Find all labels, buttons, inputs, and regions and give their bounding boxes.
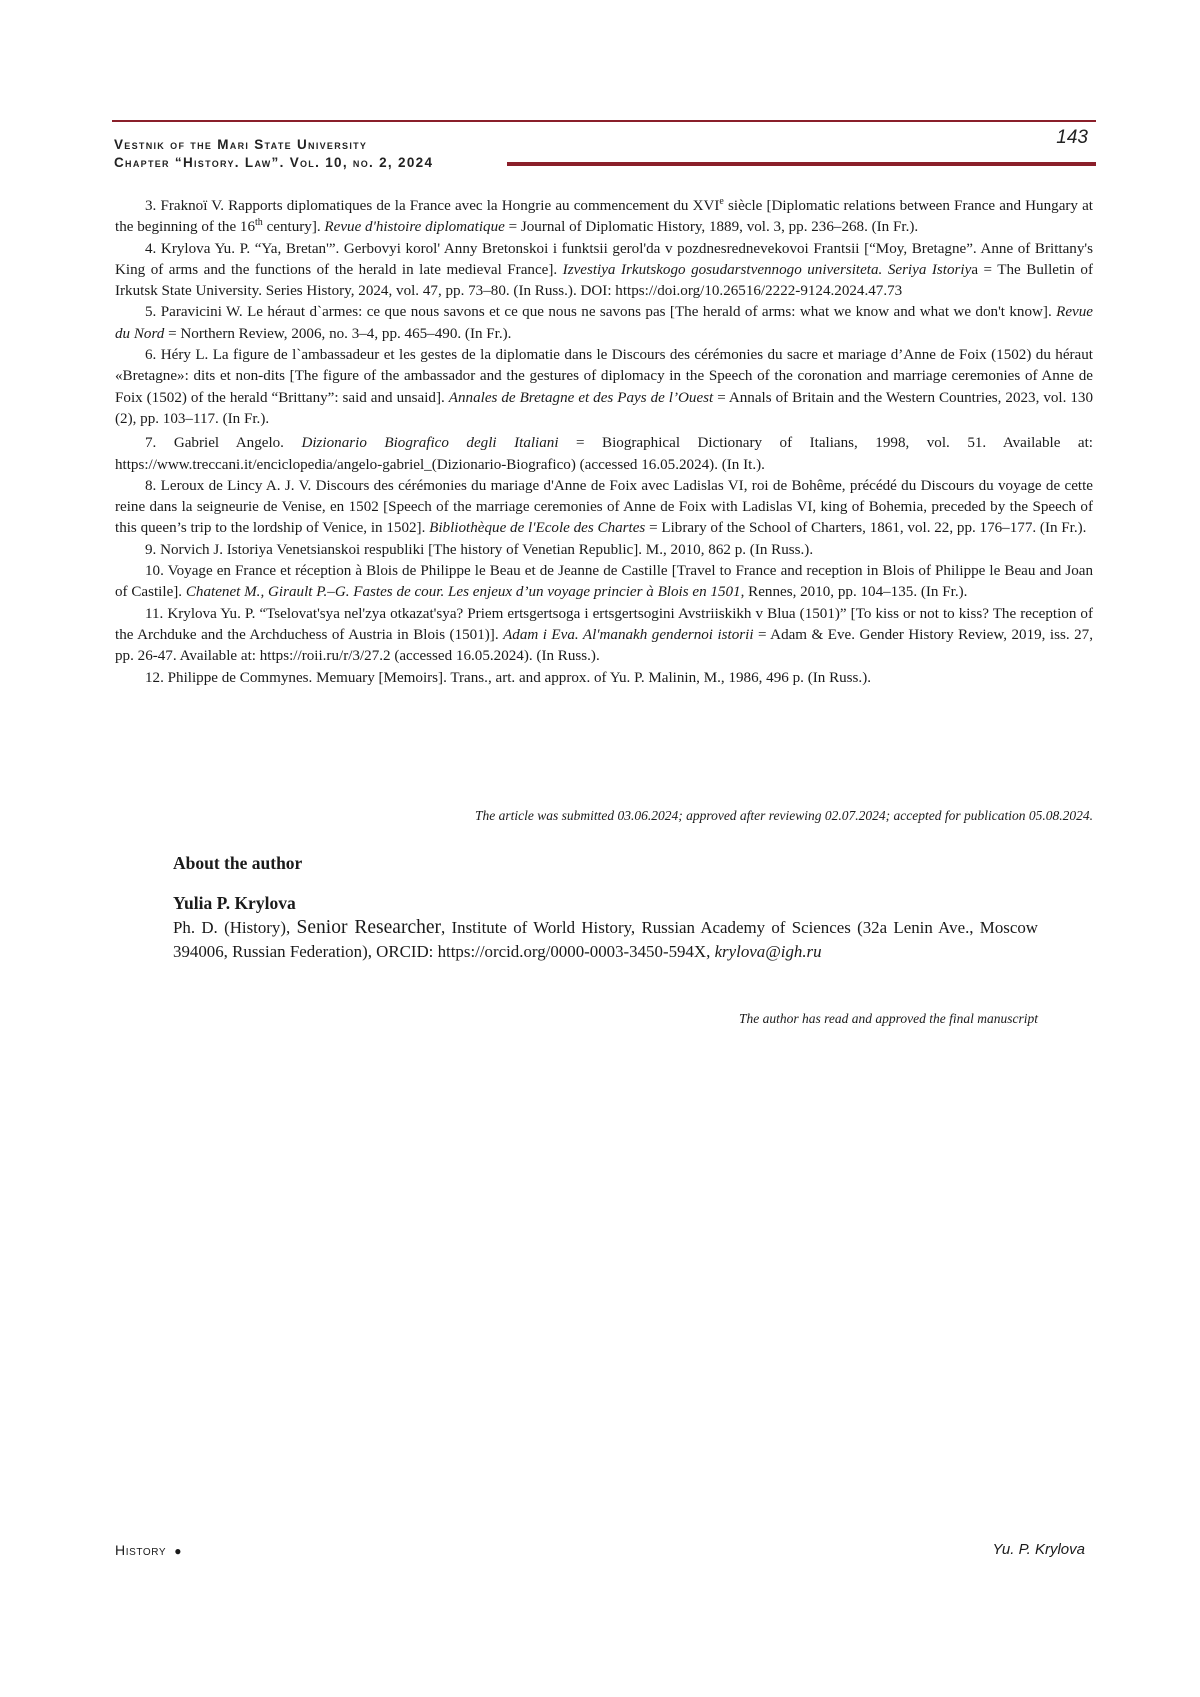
journal-title <box>114 136 433 172</box>
reference-text: = Northern Review, 2006, no. 3–4, pp. 465–490. (In Fr.). <box>164 325 512 342</box>
reference-item <box>115 239 1093 303</box>
reference-text: Paravicini W. Le héraut d`armes: ce que nous savons et ce que nous ne savons pas [The herald of arms: what we know and what we don't know]. <box>156 304 1057 321</box>
references-list <box>115 196 1093 689</box>
bullet-icon: ● <box>174 1544 183 1558</box>
about-author-heading: About the author <box>173 853 303 873</box>
reference-text: , Rennes, 2010, pp. 104–135. (In Fr.). <box>740 584 968 601</box>
footer-section <box>115 1542 182 1558</box>
reference-text: = Library of the School of Charters, 1861, vol. 22, pp. 176–177. (In Fr.). <box>645 520 1087 537</box>
reference-text: = Annals of Britain and the Western Countries, 2023, vol. 130 (2), pp. 103–117. (In Fr.). <box>115 389 1094 427</box>
reference-text: Krylova Yu. P. “Tselovat'sya nel'zya otkazat'sya? Priem ertsgertsoga i ertsgertsogini Avstriiskikh v Blua (1501)” [To kiss or not to kiss? The reception of the Archduke and the Archduchess of Austria in Blois (1501)]. <box>115 605 1093 643</box>
reference-number: 7. <box>145 435 157 452</box>
header-side-rule <box>507 162 1096 166</box>
reference-number: 4. <box>145 240 157 257</box>
reference-source-title: Bibliothèque de l'Ecole des Chartes <box>429 520 646 537</box>
author-email: krylova@igh.ru <box>714 942 822 962</box>
author-position: Senior Researcher <box>296 917 442 938</box>
author-affiliation: , Institute of World History, Russian Academy of Sciences (32a Lenin Ave., Moscow 394006, Russian Federation), ORCID: https://orcid.org/0000-0003-3450-594X, <box>173 918 1038 962</box>
reference-number: 11. <box>145 605 164 622</box>
journal-title-line2: Chapter “History. Law”. Vol. 10, no. 2, 2024 <box>114 155 434 170</box>
reference-text: = Journal of Diplomatic History, 1889, vol. 3, pp. 236–268. (In Fr.). <box>504 219 919 236</box>
reference-text: Leroux de Lincy A. J. V. Discours des cérémonies du mariage d'Anne de Foix avec Ladislas VI, roi de Bohême, précédé du Discours du voyage de cette reine dans la seigneurie de Venise, en 1502 [Speech of the marriage ceremonies of Anne de Foix with Ladislas VI, king of Bohemia, preceded by the Speech of this queen’s trip to the lordship of Venice, in 1502]. <box>115 477 1093 537</box>
reference-item <box>115 668 1093 689</box>
reference-text: Philippe de Commynes. Memuary [Memoirs]. Trans., art. and approx. of Yu. P. Malinin, M., 1986, 496 p. (In Russ.). <box>163 669 872 686</box>
footer-author: Yu. P. Krylova <box>992 1541 1085 1558</box>
page-number: 143 <box>1056 127 1088 148</box>
reference-item <box>115 540 1093 561</box>
reference-source-title: Dizionario Biografico degli Italiani <box>301 435 559 452</box>
running-header <box>112 118 1096 180</box>
author-degree: Ph. D. (History), <box>173 918 297 937</box>
reference-superscript: e <box>719 195 724 207</box>
reference-text: Norvich J. Istoriya Venetsianskoi respubliki [The history of Venetian Republic]. M., 2010, 862 p. (In Russ.). <box>156 541 814 558</box>
reference-number: 12. <box>145 669 164 686</box>
reference-number: 10. <box>145 563 164 580</box>
journal-title-line1: Vestnik of the Mari State University <box>114 137 368 152</box>
reference-text: century]. <box>262 219 325 236</box>
reference-source-title: Chatenet M., Girault P.–G. Fastes de cour. Les enjeux d’un voyage princier à Blois en 1501 <box>185 584 741 601</box>
reference-text: siècle [Diplomatic relations between France and Hungary at the beginning of the 16 <box>115 198 1093 236</box>
reference-source-title: Annales de Bretagne et des Pays de l’Ouest <box>448 389 714 406</box>
reference-text: a = The Bulletin of Irkutsk State University. Series History, 2024, vol. 47, pp. 73–80. (In Russ.). DOI: https://doi.org/10.26516/2222-9124.2024.47.73 <box>115 261 1093 300</box>
reference-source-title: Adam i Eva. Al'manakh gendernoi istorii <box>503 626 754 643</box>
reference-text: Krylova Yu. P. “Ya, Bretan'”. Gerbovyi korol' Anny Bretonskoi i funktsii gerol'da v pozdnesrednevekovoi Frantsii [“Moy, Bretagne”. Anne of Brittany's King of arms and the functions of the herald in late medieval France]. <box>115 240 1093 278</box>
reference-item <box>115 302 1093 345</box>
reference-number: 9. <box>145 541 157 558</box>
footer-section-label: History <box>115 1542 167 1558</box>
reference-number: 3. <box>145 198 157 214</box>
reference-superscript: th <box>255 217 263 229</box>
reference-text: Fraknoï V. Rapports diplomatiques de la France avec la Hongrie au commencement du XVI <box>156 198 720 214</box>
reference-item <box>115 196 1093 239</box>
author-info <box>173 916 1038 965</box>
reference-item <box>115 604 1093 668</box>
reference-item <box>115 345 1093 430</box>
reference-source-title: Revue du Nord <box>115 304 1093 342</box>
reference-text: = Adam & Eve. Gender History Review, 2019, iss. 27, pp. 26-47. Available at: https://roii.ru/r/3/27.2 (accessed 16.05.2024). (In Russ.). <box>115 626 1093 665</box>
reference-text: Héry L. La figure de l`ambassadeur et les gestes de la diplomatie dans le Discours des cérémonies du sacre et mariage d’Anne de Foix (1502) du héraut «Bretagne»: dits et non-dits [The figure of the ambassador and the gestures of diplomacy in the Speech of the coronation and marriage ceremonies of Anne de Foix (1502) of the herald “Brittany”: said and unsaid]. <box>115 347 1093 406</box>
reference-item <box>115 561 1093 604</box>
header-top-rule <box>112 120 1096 122</box>
reference-number: 8. <box>145 477 157 494</box>
reference-text: Gabriel Angelo. <box>156 435 302 452</box>
reference-item <box>115 476 1093 540</box>
reference-text: Voyage en France et réception à Blois de Philippe le Beau et de Jeanne de Castille [Travel to France and reception in Blois of Philippe le Beau and Joan of Castile]. <box>115 563 1093 601</box>
reference-source-title: Izvestiya Irkutskogo gosudarstvennogo universiteta. Seriya Istoriy <box>562 261 972 278</box>
reference-number: 5. <box>145 304 157 321</box>
reference-text: = Biographical Dictionary of Italians, 1998, vol. 51. Available at: https://www.treccani.it/enciclopedia/angelo-gabriel_(Dizionario-Biografico) (accessed 16.05.2024). (In It.). <box>115 435 1093 473</box>
author-name: Yulia P. Krylova <box>173 893 296 913</box>
reference-item <box>115 433 1093 476</box>
reference-number: 6. <box>145 347 157 364</box>
reference-source-title: Revue d'histoire diplomatique <box>324 219 505 236</box>
submission-note: The article was submitted 03.06.2024; approved after reviewing 02.07.2024; accepted for publication 05.08.2024. <box>474 808 1093 823</box>
approval-note: The author has read and approved the final manuscript <box>739 1011 1038 1026</box>
